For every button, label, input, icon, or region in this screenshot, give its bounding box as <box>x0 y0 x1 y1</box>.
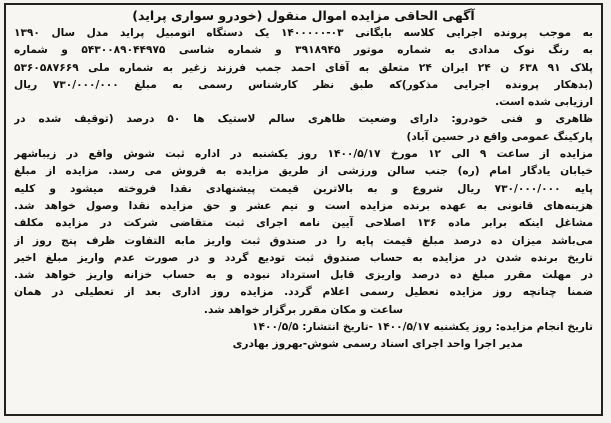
notice-dates: تاریخ انجام مزایده: روز یکشنبه ۱۴۰۰/۵/۱۷ -تاریخ انتشار: ۱۴۰۰/۵/۵ <box>252 321 593 334</box>
notice-line: پلاک ۹۱ ۶۳۸ ن ۲۴ ایران ۲۴ متعلق به آقای احمد جمب فرزند زغیر به شماره ملی ۵۳۶۰۵۸۷۶۶۹ <box>14 61 593 74</box>
notice-line: ظاهری و فنی خودرو: دارای وضعیت ظاهری سالم لاستیک ها ۵۰ درصد (توقیف شده در <box>14 113 593 126</box>
notice-line: پارکینگ عمومی واقع در حسین آباد) <box>406 130 593 143</box>
notice-line: پایه ۷۳۰/۰۰۰/۰۰۰ ریال شروع و به بالاترین قیمت پیشنهادی نقدا فروخته میشود و کلیه <box>14 182 593 195</box>
notice-line: به موجب پرونده اجرایی کلاسه بایگانی ۰۳-۱۴۰۰۰۰۰ یک دستگاه اتومبیل پراید مدل سال ۱۳۹۰ <box>14 27 593 39</box>
notice-line: ضمنا چنانچه روز مزایده تعطیل رسمی اعلام گردد. مزایده روز اداری بعد از تعطیلی در همان <box>14 286 593 299</box>
notice-title: آگهی الحاقی مزایده اموال منقول (خودرو سواری پراید) <box>132 8 475 23</box>
notice-frame <box>4 3 603 416</box>
notice-line: تاریخ برنده شدن در مزایده به حساب صندوق ثبت تودیع گردد و در صورت عدم واریز مبلغ اخیر <box>14 251 593 264</box>
notice-line: می‌باشد میزان ده درصد مبلغ قیمت پایه را در صندوق ثبت واریز مابه التفاوت ظرف پنج روز از <box>14 234 593 247</box>
notice-line: (بدهکار پرونده اجرایی مذکور)که طبق نظر کارشناس رسمی به مبلغ ۷۳۰/۰۰۰/۰۰۰ ریال <box>14 78 593 91</box>
notice-signature: مدیر اجرا واحد اجرای اسناد رسمی شوش-بهروز بهادری <box>232 338 523 351</box>
notice-line: مزایده از ساعت ۹ الی ۱۲ مورخ ۱۴۰۰/۵/۱۷ روز یکشنبه در اداره ثبت شوش واقع در زیباشهر <box>14 148 593 161</box>
notice-line: به رنگ نوک مدادی به شماره موتور ۳۹۱۸۹۴۵ و شماره شاسی ۵۴۳۰۰۸۹۰۴۴۹۷۵ و شماره <box>14 44 593 57</box>
notice-line: در مهلت مقرر مبلغ ده درصد واریزی قابل استرداد نبوده و به حساب خزانه واریز خواهد شد. <box>14 269 593 282</box>
notice-line: خیابان یادگار امام (ره) جنب سالن ورزشی از طریق مزایده به فروش می رسد. مزایده از مبلغ <box>14 165 593 178</box>
notice-line: مشاغل اینکه برابر ماده ۱۳۶ اصلاحی آیین نامه اجرای ثبت متقاضی شرکت در مزایده مکلف <box>14 217 593 230</box>
notice-line: هزینه‌های قانونی به عهده برنده مزایده است و نیم عشر و حق مزایده نقدا وصول خواهد شد. <box>14 199 593 212</box>
notice-line: ارزیابی شده است. <box>495 96 593 109</box>
notice-line: ساعت و مکان مقرر برگزار خواهد شد. <box>203 303 404 316</box>
auction-notice <box>6 5 601 353</box>
